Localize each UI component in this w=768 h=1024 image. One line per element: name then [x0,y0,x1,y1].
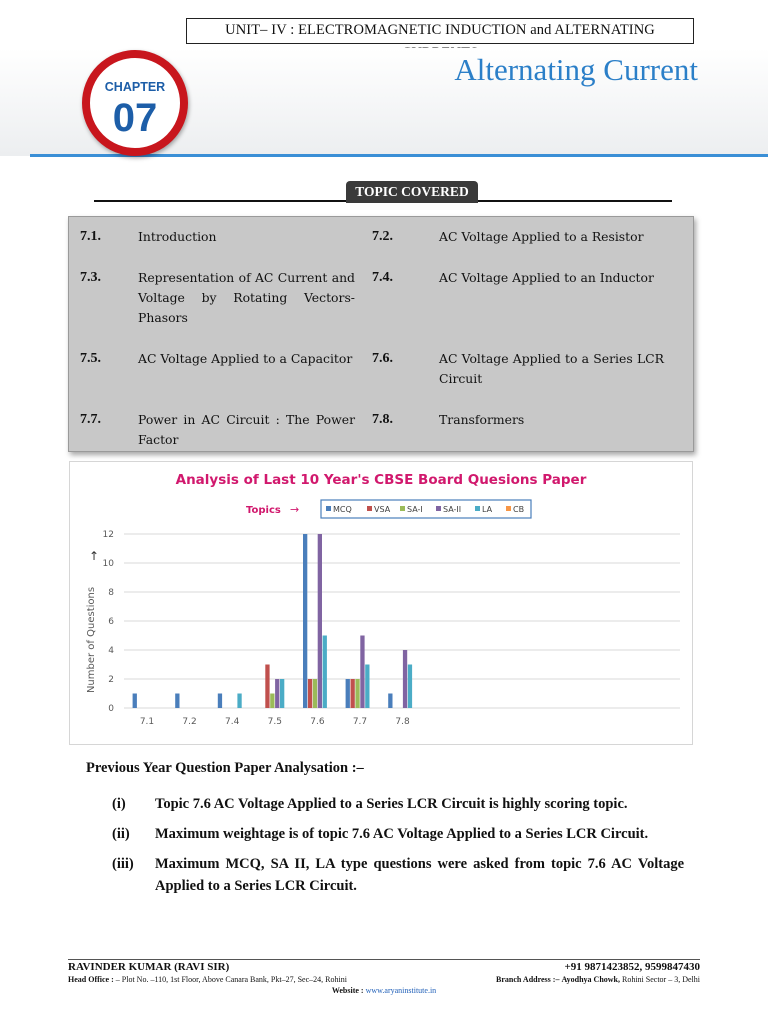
website-line [0,986,768,995]
topic-number: 7.5. [80,351,101,366]
chapter-badge [82,50,188,156]
bar [313,679,317,708]
topics-table [68,216,694,452]
bar [351,679,355,708]
branch-place: Ayodhya Chowk, [561,975,620,984]
contact-phone: +91 9871423852, 9599847430 [564,961,700,973]
legend-label: SA-I [407,505,423,514]
head-office-address [68,975,347,984]
x-tick-label: 7.2 [182,717,197,727]
bar [237,694,241,709]
chapter-label: CHAPTER [104,80,166,94]
point-number: (iii) [112,856,134,872]
legend-swatch [506,506,511,511]
legend-label: VSA [374,505,391,514]
topic-text: Power in AC Circuit : The Power Factor [138,412,355,447]
legend-swatch [326,506,331,511]
bar [388,694,392,709]
x-tick-label: 7.8 [395,717,410,727]
bar [218,694,222,709]
point-text: Topic 7.6 AC Voltage Applied to a Series LCR Circuit is highly scoring topic. [155,796,628,812]
y-axis-arrow: ↑ [88,549,100,563]
website-label: Website : [331,986,364,995]
y-tick-label: 8 [108,588,114,598]
chapter-number: 07 [112,96,158,140]
analysis-heading: Previous Year Question Paper Analysation :– [86,760,364,776]
bar [175,694,179,709]
y-tick-label: 6 [108,617,114,627]
bar [355,679,359,708]
bar [275,679,279,708]
legend-swatch [367,506,372,511]
unit-title-box: UNIT– IV : ELECTROMAGNETIC INDUCTION and ALTERNATING [186,18,694,44]
y-tick-label: 4 [108,646,114,656]
y-axis-label: Number of Questions [86,586,97,694]
website-link[interactable]: www.aryaninstitute.in [365,986,437,995]
bar [365,665,369,709]
topic-text: AC Voltage Applied to an Inductor [439,270,654,285]
point-text: Maximum MCQ, SA II, LA type questions were asked from topic 7.6 AC Voltage Applied to a Series LCR Circuit. [155,856,684,894]
chart-panel [69,461,693,745]
head-office-text: – Plot No. –110, 1st Floor, Above Canara Bank, Pkt–27, Sec–24, Rohini [115,975,347,984]
point-number: (ii) [112,826,130,842]
topic-text: Representation of AC Current and Voltage by Rotating Vectors- Phasors [138,270,355,325]
bar [360,636,364,709]
y-tick-label: 0 [108,704,114,714]
topic-text: AC Voltage Applied to a Resistor [439,229,644,244]
legend-label: CB [513,505,525,514]
topic-number: 7.7. [80,412,101,427]
bar [346,679,350,708]
bar [408,665,412,709]
bar [318,534,322,708]
x-tick-label: 7.1 [139,717,155,727]
legend-label: SA-II [443,505,462,514]
bar [280,679,284,708]
bar-chart [70,462,692,744]
topic-text: AC Voltage Applied to a Capacitor [138,351,353,366]
bar [308,679,312,708]
legend-box [321,500,531,518]
topic-number: 7.2. [372,229,393,244]
x-tick-label: 7.6 [310,717,325,727]
legend-swatch [436,506,441,511]
branch-text: Rohini Sector – 3, Delhi [622,975,700,984]
legend-label: MCQ [333,505,352,514]
x-tick-label: 7.4 [225,717,240,727]
author-name: RAVINDER KUMAR (RAVI SIR) [68,961,230,973]
point-text: Maximum weightage is of topic 7.6 AC Voltage Applied to a Series LCR Circuit. [155,826,649,842]
topic-number: 7.8. [372,412,393,427]
head-office-label: Head Office : [68,975,114,984]
y-tick-label: 10 [102,559,114,569]
topic-covered-heading: TOPIC COVERED [346,181,478,203]
legend-label: LA [482,505,493,514]
y-tick-label: 2 [108,675,114,685]
bar [133,694,137,709]
footer-rule [68,959,700,960]
x-tick-label: 7.5 [267,717,282,727]
topic-number: 7.3. [80,270,101,285]
topic-number: 7.6. [372,351,393,366]
topic-text: Transformers [439,412,525,427]
branch-address [496,975,700,984]
topic-text: Introduction [138,229,217,244]
topic-number: 7.1. [80,229,101,244]
legend-swatch [475,506,480,511]
bar [270,694,274,709]
topic-text: AC Voltage Applied to a Series LCR Circuit [439,351,664,386]
topic-number: 7.4. [372,270,393,285]
y-tick-label: 12 [102,530,114,540]
legend-prefix: Topics [246,505,281,516]
bar [265,665,269,709]
bar [323,636,327,709]
point-number: (i) [112,796,126,812]
branch-label: Branch Address :– [496,975,560,984]
legend-arrow: → [290,503,300,516]
legend-swatch [400,506,405,511]
bar [303,534,307,708]
x-tick-label: 7.7 [352,717,368,727]
page-title: Alternating Current [454,52,698,87]
chart-title: Analysis of Last 10 Year's CBSE Board Quesions Paper [175,472,587,488]
bar [403,650,407,708]
